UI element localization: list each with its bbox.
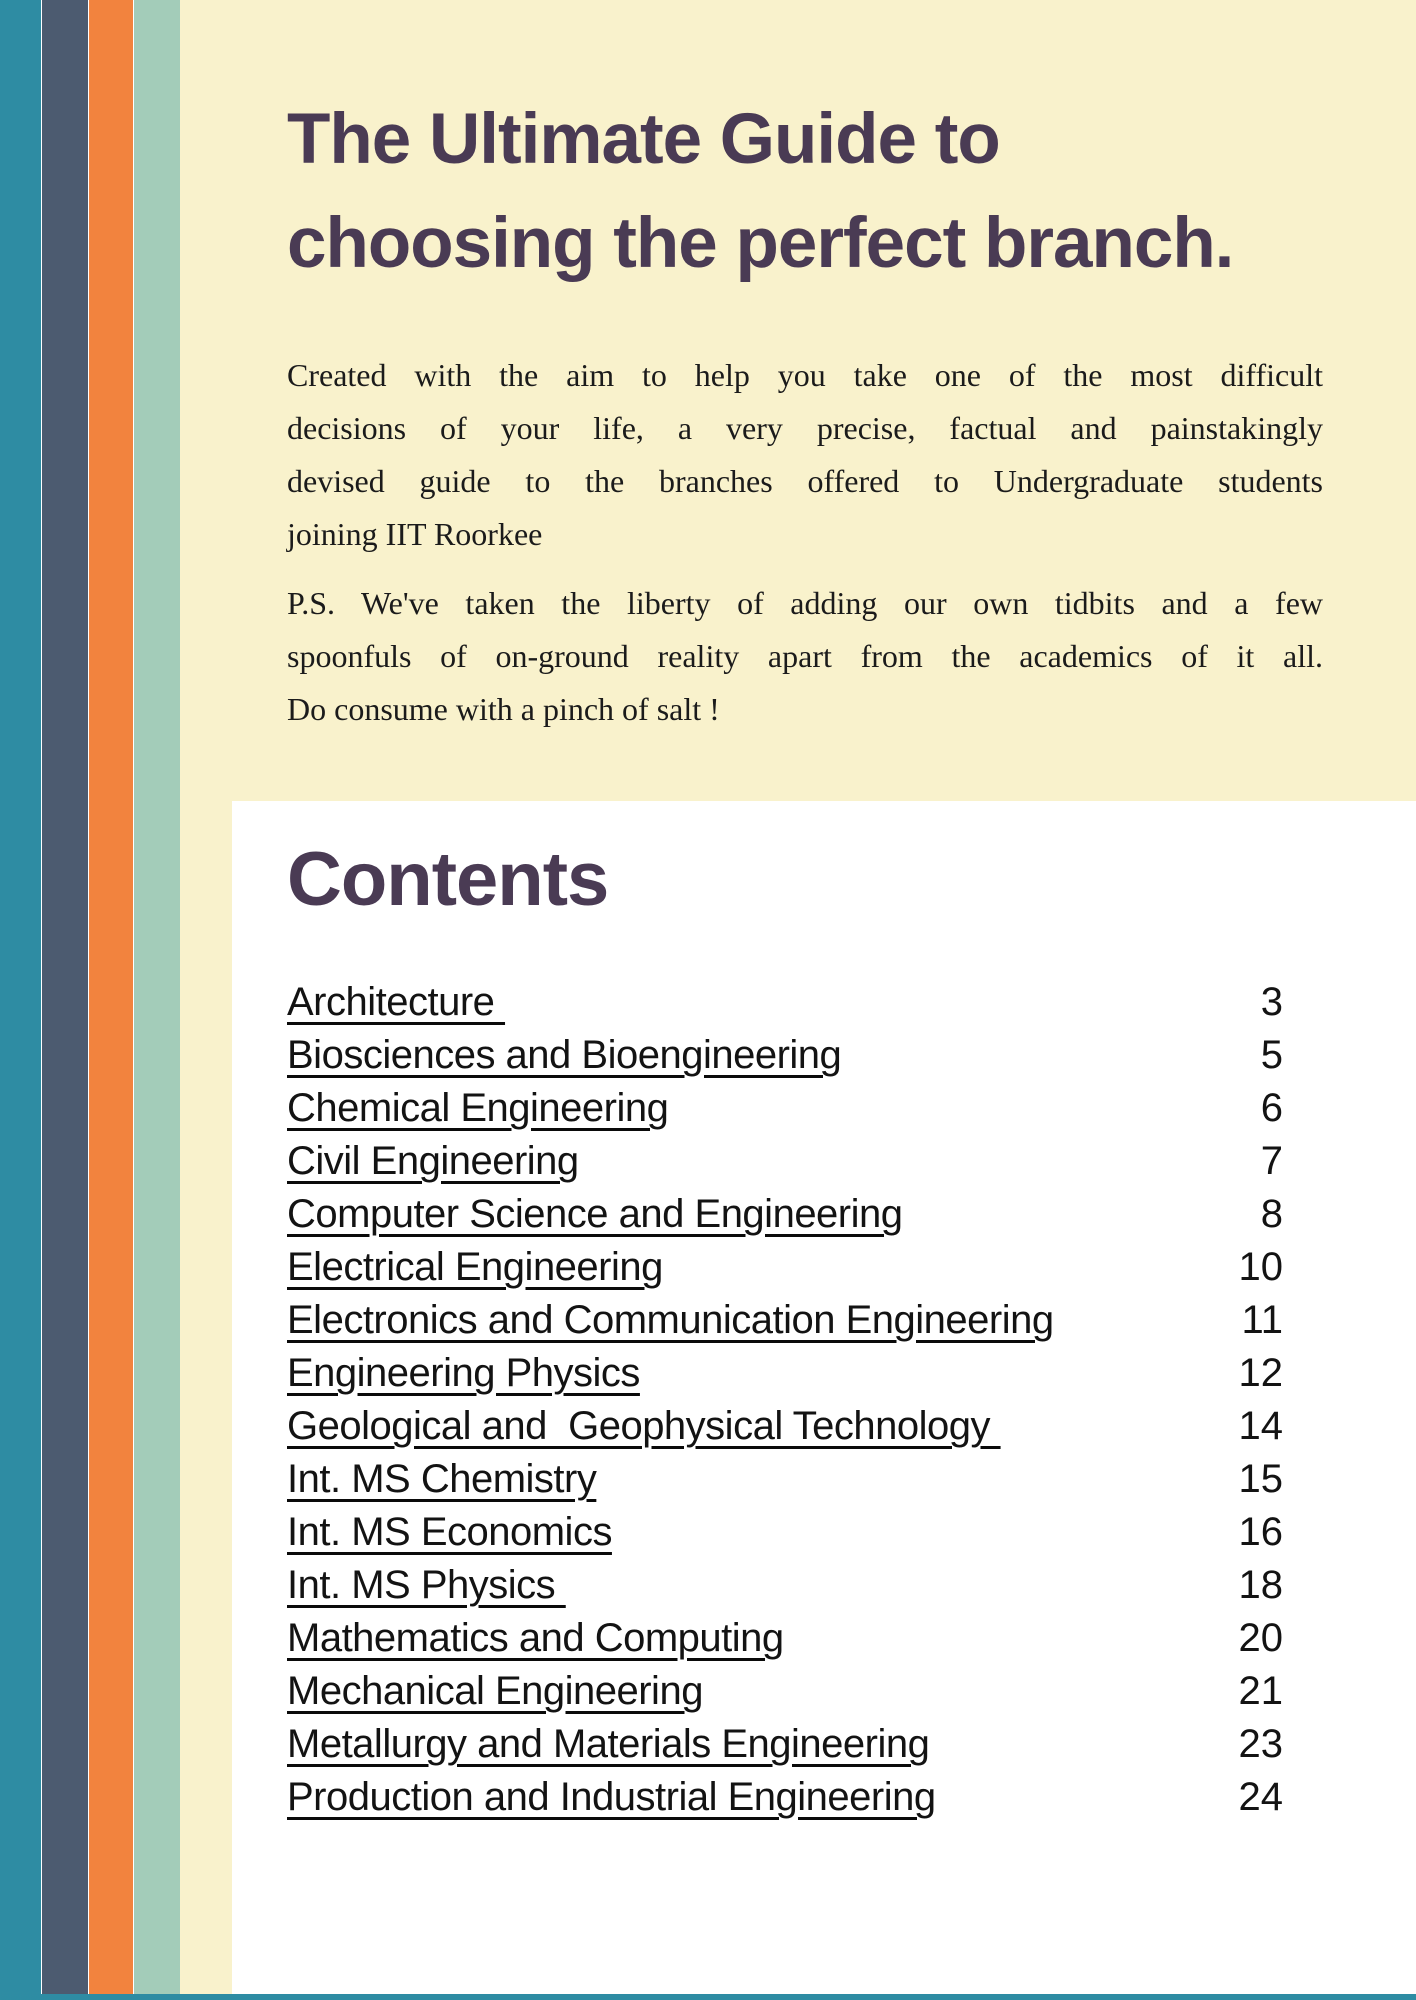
toc-item-link[interactable]: Biosciences and Bioengineering: [287, 1033, 842, 1077]
toc-item-link[interactable]: Metallurgy and Materials Engineering: [287, 1722, 930, 1766]
toc-item-link[interactable]: Civil Engineering: [287, 1139, 579, 1183]
toc-page-number: 24: [1238, 1775, 1283, 1819]
toc-row: [287, 1294, 1283, 1347]
toc-item-link[interactable]: Mathematics and Computing: [287, 1616, 784, 1660]
toc-item-link[interactable]: Production and Industrial Engineering: [287, 1775, 936, 1819]
toc-page-number: 20: [1238, 1616, 1283, 1660]
paragraph-line: joining IIT Roorkee: [287, 516, 543, 552]
page-title-line2: choosing the perfect branch.: [287, 204, 1234, 283]
toc-page-number: 3: [1260, 980, 1283, 1024]
toc-item-link[interactable]: Computer Science and Engineering: [287, 1192, 903, 1236]
toc-page-number: 18: [1238, 1563, 1283, 1607]
contents-heading: Contents: [287, 837, 609, 922]
toc-page-number: 6: [1260, 1086, 1283, 1130]
toc-item-link[interactable]: Int. MS Physics: [287, 1563, 566, 1607]
paragraph-line: spoonfuls of on-ground reality apart from the academics of it all.: [287, 638, 1323, 674]
toc-page-number: 5: [1260, 1033, 1283, 1077]
toc-row: [287, 1612, 1283, 1665]
toc-item-link[interactable]: Architecture: [287, 980, 506, 1024]
toc-row: [287, 1029, 1283, 1082]
toc-page-number: 12: [1238, 1351, 1283, 1395]
toc-row: [287, 1082, 1283, 1135]
intro-paragraph: [287, 349, 1323, 561]
toc-row: [287, 1559, 1283, 1612]
table-of-contents: [287, 976, 1283, 1824]
toc-page-number: 16: [1238, 1510, 1283, 1554]
toc-item-link[interactable]: Mechanical Engineering: [287, 1669, 703, 1713]
ps-paragraph: [287, 577, 1323, 736]
toc-row: [287, 1347, 1283, 1400]
toc-page-number: 14: [1238, 1404, 1283, 1448]
toc-page-number: 8: [1260, 1192, 1283, 1236]
page-title-line1: The Ultimate Guide to: [287, 100, 1000, 179]
toc-item-link[interactable]: Engineering Physics: [287, 1351, 640, 1395]
stripe-orange: [89, 0, 133, 2000]
toc-item-link[interactable]: Geological and Geophysical Technology: [287, 1404, 1001, 1448]
toc-page-number: 23: [1238, 1722, 1283, 1766]
toc-row: [287, 1135, 1283, 1188]
toc-item-link[interactable]: Chemical Engineering: [287, 1086, 669, 1130]
stripe-sage: [134, 0, 180, 2000]
paragraph-line: Created with the aim to help you take one of the most difficult: [287, 357, 1323, 393]
toc-row: [287, 976, 1283, 1029]
toc-row: [287, 1506, 1283, 1559]
toc-row: [287, 1188, 1283, 1241]
toc-item-link[interactable]: Int. MS Chemistry: [287, 1457, 597, 1501]
page-title: [287, 88, 1367, 296]
toc-page-number: 11: [1241, 1298, 1283, 1342]
stripe-slate: [42, 0, 88, 2000]
toc-item-link[interactable]: Int. MS Economics: [287, 1510, 612, 1554]
bottom-accent-bar: [0, 1994, 1416, 2000]
toc-page-number: 15: [1238, 1457, 1283, 1501]
toc-item-link[interactable]: Electronics and Communication Engineering: [287, 1298, 1054, 1342]
paragraph-line: devised guide to the branches offered to Undergraduate students: [287, 463, 1323, 499]
toc-page-number: 10: [1238, 1245, 1283, 1289]
stripe-teal: [0, 0, 41, 2000]
toc-row: [287, 1241, 1283, 1294]
paragraph-line: P.S. We've taken the liberty of adding our own tidbits and a few: [287, 585, 1323, 621]
paragraph-line: decisions of your life, a very precise, factual and painstakingly: [287, 410, 1323, 446]
toc-row: [287, 1718, 1283, 1771]
toc-row: [287, 1453, 1283, 1506]
toc-item-link[interactable]: Electrical Engineering: [287, 1245, 663, 1289]
paragraph-line: Do consume with a pinch of salt !: [287, 691, 720, 727]
toc-page-number: 21: [1238, 1669, 1283, 1713]
toc-row: [287, 1771, 1283, 1824]
toc-row: [287, 1665, 1283, 1718]
toc-page-number: 7: [1260, 1139, 1283, 1183]
toc-row: [287, 1400, 1283, 1453]
